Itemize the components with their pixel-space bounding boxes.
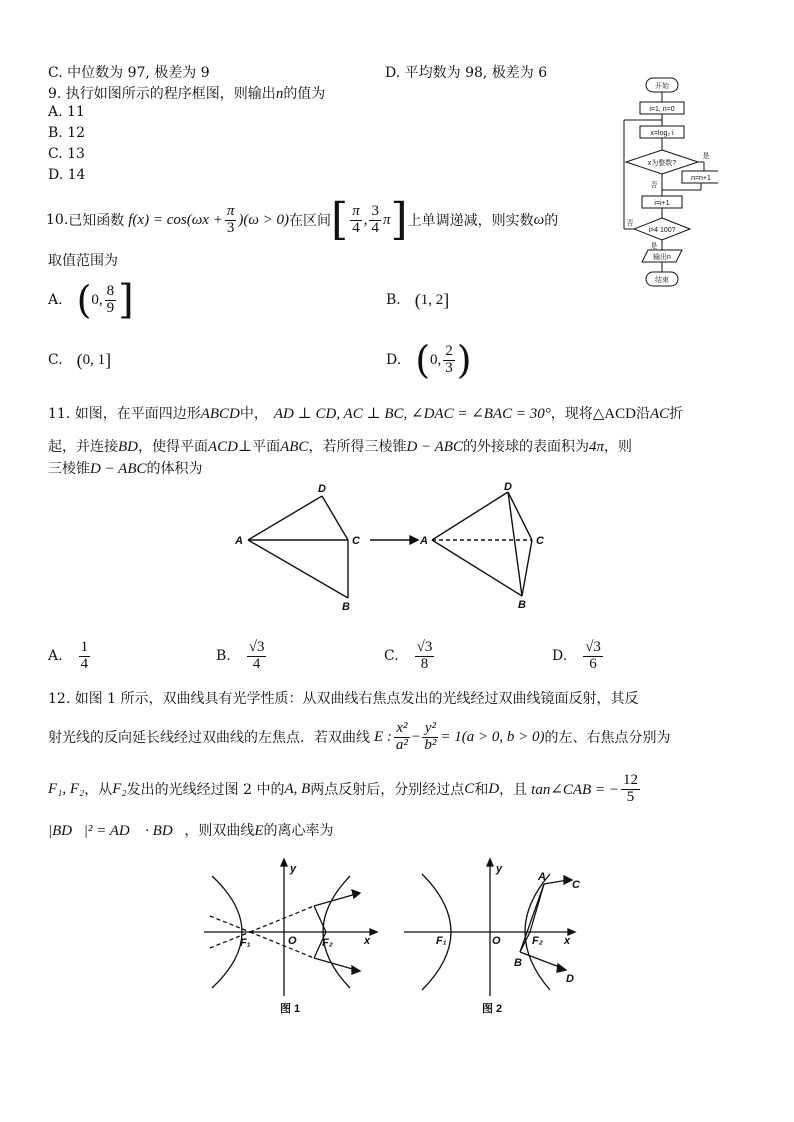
q9-option-b: B. 12 [48,125,86,141]
q12-line4: |BD⃗|² = AD⃗ · BD⃗，则双曲线E的离心率为 [48,823,334,839]
fig2-label-d: D [566,973,574,985]
q8-option-d: D. 平均数为 98, 极差为 6 [385,65,548,81]
q11-option-c: C. $\frac{√3}{8}$ [384,638,433,672]
fig1-extension-up [250,906,314,932]
q11-label-a2: A [420,535,428,547]
fig2-label-b-letter: B [514,957,522,969]
program-flowchart [618,74,718,290]
fig1-arrow-up [352,890,360,898]
q11-label-c2: C [536,535,544,547]
q11-line3: 三棱锥D − ABC的体积为 [48,461,203,477]
q11-tet-db [508,492,522,596]
q11-tet-cb [522,540,532,596]
q8-option-c: C. 中位数为 97, 极差为 9 [48,65,210,81]
fig1-arrow-down [352,966,360,974]
fig1-label-x: x [364,935,371,947]
fig2-ray-b-d [520,952,562,968]
q12-figure-1 [200,856,380,1022]
q12-line3: F₁, F₂ ，从 F₂ 发出的光线经过图 2 中的 A, B 两点反射后，分别经过点 C 和 D ，且 tan∠CAB = − $\frac{12}{5}$ [48,771,638,805]
q12-line1: 12. 如图 1 所示，双曲线具有光学性质：从双曲线右焦点发出的光线经过双曲线镜面反射，其反 [48,691,639,707]
q10-option-d: D. ( 0, $\frac{2}{3}$ ) [386,338,472,382]
fig1-caption: 图 1 [280,1003,301,1015]
q11-label-d2: D [504,481,512,493]
fig1-label-origin: O [288,935,297,947]
q10-option-b: B. ( 1, 2 ] [386,289,450,310]
fig2-label-y: y [496,863,503,875]
q11-fold-figure [232,480,562,612]
fig2-label-a-letter: A [538,871,546,883]
fig2-label-c: C [572,879,580,891]
q11-label-c: C [352,535,360,547]
q11-edge-ab [248,540,348,598]
q12-line2: 射光线的反向延长线经过双曲线的左焦点．若双曲线 E : $\frac{\text{x²}}{\text{a²}}$ − $\frac{\text{y²}}{\text{b²}}$ = 1(a > 0, b > 0) 的左、右焦点分别为 [48,719,671,753]
q11-option-a: A. $\frac{1}{4}$ [48,638,89,672]
q9-option-a: A. 11 [48,104,85,120]
q11-edge-dc [322,496,348,540]
fig1-x-arrow [370,929,377,935]
q11-arrow-head [410,536,418,544]
flow-assign-label: x=log₂ i [650,130,674,137]
flow-output-label: 输出n [653,254,671,261]
q11-edge-ad [248,496,322,540]
fig2-arrow-d [557,964,566,972]
flow-inc-n-label: n=n+1 [691,175,711,182]
fig2-arrow-c [564,876,572,884]
q11-tet-ab [432,540,522,596]
fig1-y-arrow [281,859,287,866]
fig2-y-arrow [487,859,493,866]
q9-option-c: C. 13 [48,146,85,162]
flow-inc-i-label: i=i+1 [654,200,670,207]
fig1-extension-left-down [210,916,250,932]
fig1-label-y: y [290,863,297,875]
q11-label-d: D [318,483,326,495]
fig2-label-x: x [564,935,571,947]
q11-option-d: D. $\frac{√3}{6}$ [552,638,601,672]
fig2-label-origin: O [492,935,501,947]
q12-figure-2 [400,856,580,1022]
fig1-extension-down [250,932,314,958]
flow-decision2-label: i>4 100? [648,227,676,234]
flow-yes2-label: 是 [650,243,658,250]
q10-option-c: C. ( 0, 1 ] [48,349,112,370]
q11-line1: 11. 如图，在平面四边形ABCD中， AD ⊥ CD, AC ⊥ BC, ∠DAC = ∠BAC = 30°，现将△ACD沿AC折 [48,406,684,422]
q11-line2: 起，并连接BD，使得平面ACD⊥平面ABC，若所得三棱锥D − ABC的外接球的表面积为4π，则 [48,439,632,455]
flow-yes1-label: 是 [702,153,710,160]
fig1-label-f2: F₂ [322,937,333,949]
q10-option-a: A. ( 0, $\frac{8}{9}$ ] [48,277,134,323]
q10-stem: 10. 已知函数 f(x) = cos(ωx + $\frac{\pi}{3}$ )(ω > 0) 在区间 [ $\frac{\pi}{4}$ , $\frac{3}{4}$ π ] 上单调递减，则实数 ω 的 [46,194,559,245]
flow-end-label: 结束 [655,277,669,284]
flow-no2-label: 否 [626,220,634,227]
q10-line2: 取值范围为 [48,253,118,269]
q11-option-b: B. $\frac{√3}{4}$ [216,638,265,672]
q11-label-a: A [235,535,243,547]
flow-no1-label: 否 [650,182,658,189]
q9-option-d: D. 14 [48,167,86,183]
q9-stem: 9. 执行如图所示的程序框图，则输出n的值为 [48,86,326,102]
q11-label-b2: B [518,599,526,611]
flow-init-label: i=1, n=0 [649,106,675,113]
flow-decision1-label: x为整数? [647,160,677,167]
q11-label-b: B [342,601,350,612]
fig2-label-f1: F₁ [436,935,447,947]
flow-start-label: 开始 [655,83,669,90]
fig2-caption: 图 2 [482,1003,503,1015]
fig1-label-f1: F₁ [240,937,251,949]
fig2-label-f2: F₂ [532,935,543,947]
q11-tet-ad [432,492,508,540]
